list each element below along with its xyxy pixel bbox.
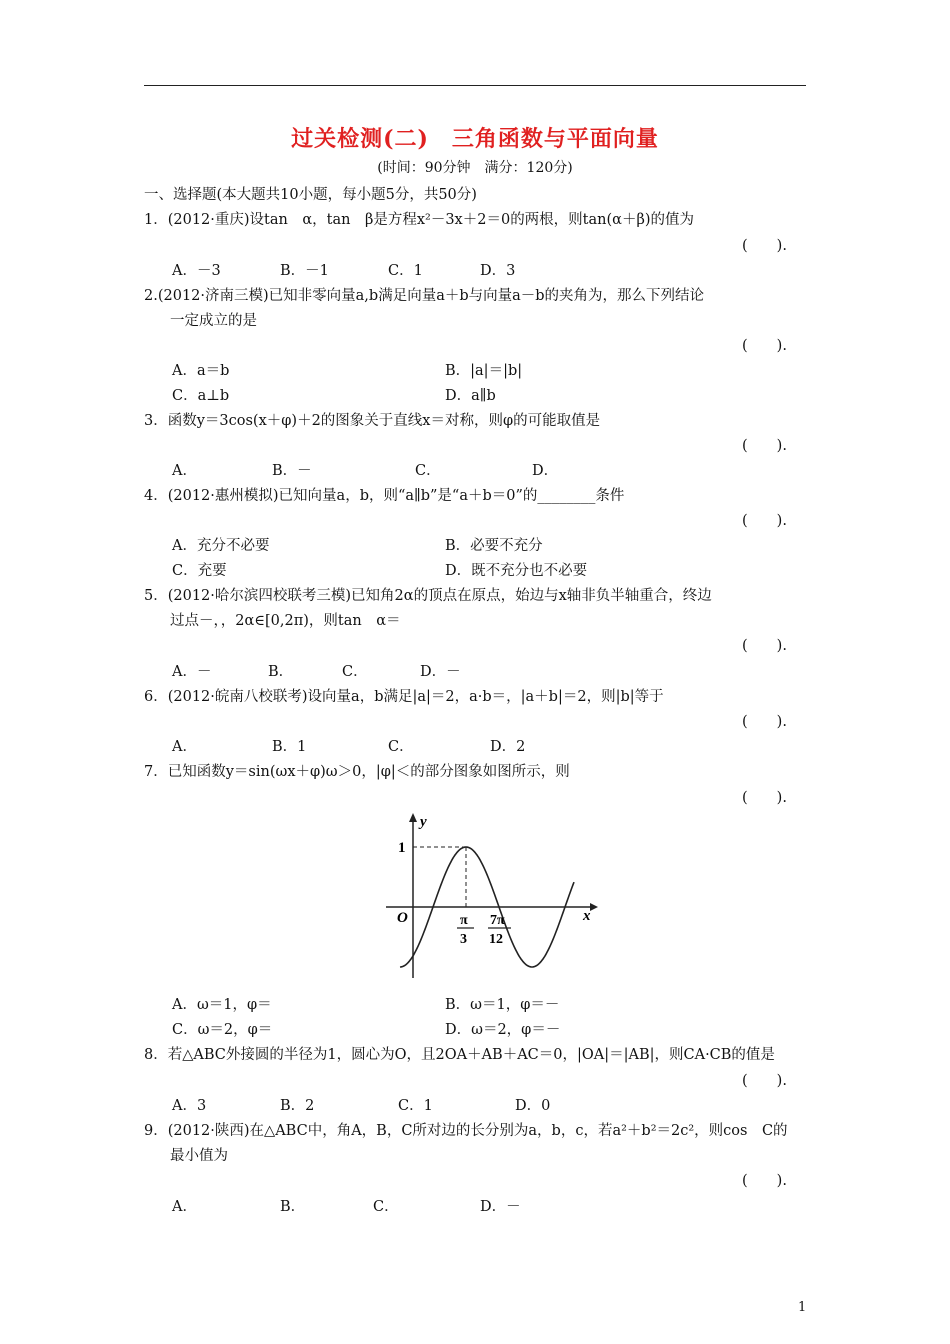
question-2-text-cont: 一定成立的是 xyxy=(170,313,257,329)
q8-option-c: C．1 xyxy=(398,1098,433,1114)
q9-option-c: C． xyxy=(373,1199,399,1215)
question-9-answer-blank: ( ). xyxy=(742,1173,787,1189)
question-8-answer-blank: ( ). xyxy=(742,1073,787,1089)
question-3-answer-blank: ( ). xyxy=(742,438,787,454)
q3-option-a: A． xyxy=(172,463,197,479)
tick1-numerator: π xyxy=(460,913,468,928)
y-axis-arrow-icon xyxy=(409,813,417,822)
q7-option-a: A．ω＝1，φ＝ xyxy=(172,997,272,1013)
q8-option-d: D．0 xyxy=(515,1098,551,1114)
page-number: 1 xyxy=(798,1300,807,1315)
q9-option-a: A． xyxy=(172,1199,197,1215)
question-3-text: 3．函数y＝3cos(x＋φ)＋2的图象关于直线x＝对称，则φ的可能取值是 xyxy=(144,413,601,429)
q6-option-a: A． xyxy=(172,739,197,755)
q1-option-c: C．1 xyxy=(388,263,423,279)
page-title: 过关检测(二) 三角函数与平面向量 xyxy=(291,126,659,152)
question-2-text: 2.(2012·济南三模)已知非零向量a,b满足向量a＋b与向量a－b的夹角为，那么下列结论 xyxy=(144,288,705,304)
question-8-text: 8．若△ABC外接圆的半径为1，圆心为O，且2OA＋AB＋AC＝0，|OA|＝|AB|，则CA·CB的值是 xyxy=(144,1047,775,1063)
q7-option-b: B．ω＝1，φ＝－ xyxy=(445,997,560,1013)
question-1-answer-blank: ( ). xyxy=(742,238,787,254)
question-1-text: 1．(2012·重庆)设tan α，tan β是方程x²－3x＋2＝0的两根，则tan(α＋β)的值为 xyxy=(144,212,694,228)
q1-option-d: D．3 xyxy=(480,263,516,279)
y-axis-label: y xyxy=(420,814,427,830)
question-2-answer-blank: ( ). xyxy=(742,338,787,354)
q5-option-c: C． xyxy=(342,664,368,680)
x-axis-label: x xyxy=(583,908,591,924)
q6-option-c: C． xyxy=(388,739,414,755)
question-4-text: 4．(2012·惠州模拟)已知向量a，b，则“a∥b”是“a＋b＝0”的________条件 xyxy=(144,488,625,504)
question-4-answer-blank: ( ). xyxy=(742,513,787,529)
question-9-text-cont: 最小值为 xyxy=(170,1148,228,1164)
question-7-text: 7．已知函数y＝sin(ωx＋φ)ω＞0，|φ|＜的部分图象如图所示，则 xyxy=(144,764,570,780)
q3-option-c: C． xyxy=(415,463,441,479)
q6-option-d: D．2 xyxy=(490,739,526,755)
q2-option-d: D．a∥b xyxy=(445,388,496,404)
q9-option-d: D．－ xyxy=(480,1199,521,1215)
origin-label: O xyxy=(397,910,408,926)
q2-option-a: A．a＝b xyxy=(172,363,230,379)
q7-option-c: C．ω＝2，φ＝ xyxy=(172,1022,273,1038)
header-rule xyxy=(144,85,806,86)
q3-option-b: B．－ xyxy=(272,463,312,479)
q5-option-d: D．－ xyxy=(420,664,461,680)
tick1-denominator: 3 xyxy=(460,932,467,947)
max-value-label: 1 xyxy=(398,840,406,856)
question-6-answer-blank: ( ). xyxy=(742,714,787,730)
q5-option-a: A．－ xyxy=(172,664,212,680)
q4-option-d: D．既不充分也不必要 xyxy=(445,563,588,579)
tick2-denominator: 12 xyxy=(489,932,503,947)
q8-option-b: B．2 xyxy=(280,1098,315,1114)
q2-option-b: B．|a|＝|b| xyxy=(445,363,523,379)
section-heading: 一、选择题(本大题共10小题，每小题5分，共50分) xyxy=(144,187,477,203)
question-9-text: 9．(2012·陕西)在△ABC中，角A，B，C所对边的长分别为a，b，c，若a²＋b²＝2c²，则cos C的 xyxy=(144,1123,788,1139)
question-5-answer-blank: ( ). xyxy=(742,638,787,654)
question-5-text-cont: 过点－，，2α∈[0,2π)，则tan α＝ xyxy=(170,613,401,629)
question-7-answer-blank: ( ). xyxy=(742,790,787,806)
q4-option-b: B．必要不充分 xyxy=(445,538,543,554)
exam-info: (时间：90分钟 满分：120分) xyxy=(377,160,573,176)
q5-option-b: B． xyxy=(268,664,294,680)
q8-option-a: A．3 xyxy=(172,1098,207,1114)
question-6-text: 6．(2012·皖南八校联考)设向量a，b满足|a|＝2，a·b＝，|a＋b|＝2，则|b|等于 xyxy=(144,689,664,705)
q4-option-c: C．充要 xyxy=(172,563,227,579)
question-5-text: 5．(2012·哈尔滨四校联考三模)已知角2α的顶点在原点，始边与x轴非负半轴重合，终边 xyxy=(144,588,712,604)
q4-option-a: A．充分不必要 xyxy=(172,538,270,554)
sine-graph-figure xyxy=(378,810,603,985)
q3-option-d: D． xyxy=(532,463,559,479)
q1-option-a: A．－3 xyxy=(172,263,221,279)
tick2-numerator: 7π xyxy=(490,913,505,928)
q2-option-c: C．a⊥b xyxy=(172,388,230,404)
q6-option-b: B．1 xyxy=(272,739,307,755)
q1-option-b: B．－1 xyxy=(280,263,329,279)
q9-option-b: B． xyxy=(280,1199,306,1215)
x-axis-arrow-icon xyxy=(590,903,598,911)
q7-option-d: D．ω＝2，φ＝－ xyxy=(445,1022,561,1038)
